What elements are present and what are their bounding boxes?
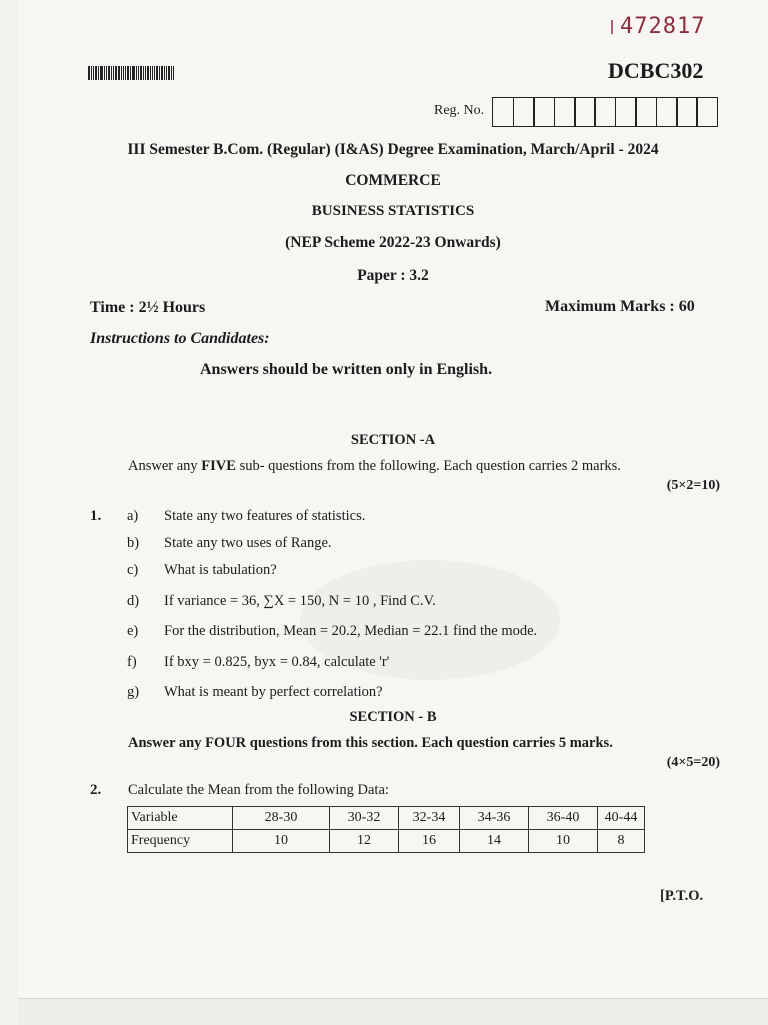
table-cell: 28-30	[233, 807, 330, 830]
barcode-bar	[130, 66, 131, 80]
reg-no-box	[615, 97, 637, 127]
reg-no-box	[492, 97, 514, 127]
table-cell: 10	[529, 830, 598, 853]
barcode-bar	[100, 66, 103, 80]
page-bottom-edge	[18, 998, 768, 1025]
barcode-bar	[136, 66, 137, 80]
table-cell: 16	[399, 830, 460, 853]
reg-no-box	[656, 97, 678, 127]
barcode-bar	[171, 66, 172, 80]
section-a-instruction-bold: FIVE	[201, 458, 236, 474]
barcode-bar	[115, 66, 117, 80]
please-turn-over: [P.T.O.	[660, 888, 704, 904]
table-cell: 36-40	[529, 807, 598, 830]
scheme-label: (NEP Scheme 2022-23 Onwards)	[285, 234, 501, 251]
paper-code: DCBC302	[608, 58, 704, 83]
reg-no-label: Reg. No.	[434, 103, 485, 118]
barcode-bar	[132, 66, 135, 80]
barcode-bar	[88, 66, 90, 80]
barcode-bar	[127, 66, 129, 80]
barcode-bar	[152, 66, 153, 80]
barcode-bar	[173, 66, 174, 80]
reg-no-box	[533, 97, 555, 127]
barcode-bar	[111, 66, 112, 80]
section-a-instruction	[128, 458, 621, 475]
exam-title: III Semester B.Com. (Regular) (I&AS) Degree Examination, March/April - 2024	[127, 141, 659, 158]
q1-item-label: d)	[127, 593, 140, 609]
q1-item-text: State any two uses of Range.	[164, 535, 332, 551]
question-2-number: 2.	[90, 782, 102, 798]
table-cell: 40-44	[598, 807, 645, 830]
paper-name: BUSINESS STATISTICS	[311, 203, 475, 219]
barcode-bar	[104, 66, 105, 80]
reg-no-box	[513, 97, 535, 127]
barcode-bar	[123, 66, 124, 80]
barcode-bar	[121, 66, 122, 80]
table-cell: 30-32	[330, 807, 399, 830]
table-cell: 12	[330, 830, 399, 853]
subject-title: COMMERCE	[345, 172, 441, 189]
barcode-bar	[164, 66, 165, 80]
q1-item-label: f)	[127, 654, 137, 670]
section-b-title: SECTION - B	[349, 709, 437, 725]
table-cell: 10	[233, 830, 330, 853]
q1-item-label: e)	[127, 623, 139, 639]
question-2-text: Calculate the Mean from the following Data:	[128, 782, 389, 798]
question-1-number: 1.	[90, 508, 102, 524]
maximum-marks: Maximum Marks : 60	[545, 298, 695, 315]
q1-item-label: b)	[127, 535, 140, 551]
section-a-instruction-pre: Answer any	[128, 458, 202, 474]
barcode-bar	[145, 66, 146, 80]
barcode-bar	[125, 66, 126, 80]
barcode-bar	[91, 66, 92, 80]
barcode-icon	[88, 66, 192, 80]
barcode-bar	[106, 66, 107, 80]
barcode-bar	[161, 66, 163, 80]
table-row	[128, 830, 645, 853]
time-allowed: Time : 2½ Hours	[90, 299, 206, 316]
q1-item-text: If variance = 36, ∑X = 150, N = 10 , Find C.V.	[164, 593, 436, 609]
barcode-bar	[95, 66, 97, 80]
serial-mark	[611, 20, 613, 34]
reg-no-box	[574, 97, 596, 127]
reg-no-box	[676, 97, 698, 127]
frequency-table	[127, 806, 645, 853]
q1-item-text: What is meant by perfect correlation?	[164, 684, 383, 700]
table-cell: 34-36	[460, 807, 529, 830]
reg-no-box	[635, 97, 657, 127]
q1-item-text: If bxy = 0.825, byx = 0.84, calculate 'r'	[164, 654, 390, 670]
section-b-marks: (4×5=20)	[666, 755, 720, 770]
paper-number: Paper : 3.2	[357, 267, 429, 284]
barcode-bar	[143, 66, 144, 80]
section-a-marks: (5×2=10)	[666, 478, 720, 493]
table-row-header: Frequency	[128, 830, 233, 853]
q1-item-text: State any two features of statistics.	[164, 508, 366, 524]
barcode-bar	[147, 66, 149, 80]
table-cell: 32-34	[399, 807, 460, 830]
instructions-heading: Instructions to Candidates:	[90, 330, 270, 347]
q1-item-label: c)	[127, 562, 139, 578]
section-a-title: SECTION -A	[350, 432, 436, 448]
reg-no-box	[696, 97, 718, 127]
barcode-bar	[154, 66, 155, 80]
table-cell: 14	[460, 830, 529, 853]
barcode-bar	[113, 66, 114, 80]
barcode-bar	[93, 66, 94, 80]
table-cell: 8	[598, 830, 645, 853]
table-row	[128, 807, 645, 830]
barcode-bar	[140, 66, 142, 80]
section-a-instruction-post: sub- questions from the following. Each question carries 2 marks.	[235, 458, 621, 474]
q1-item-text: For the distribution, Mean = 20.2, Median = 22.1 find the mode.	[164, 623, 538, 639]
reg-no-boxes	[494, 97, 718, 127]
barcode-bar	[150, 66, 151, 80]
barcode-bar	[108, 66, 110, 80]
barcode-bar	[156, 66, 158, 80]
barcode-bar	[118, 66, 120, 80]
reg-no-box	[554, 97, 576, 127]
q1-item-label: a)	[127, 508, 139, 524]
instructions-text: Answers should be written only in English.	[200, 361, 493, 378]
barcode-bar	[98, 66, 99, 80]
reg-no-box	[594, 97, 616, 127]
section-b-instruction: Answer any FOUR questions from this section. Each question carries 5 marks.	[128, 735, 613, 751]
q1-item-text: What is tabulation?	[164, 562, 277, 578]
barcode-bar	[159, 66, 160, 80]
barcode-bar	[138, 66, 139, 80]
table-row-header: Variable	[128, 807, 233, 830]
q1-item-label: g)	[127, 684, 140, 700]
barcode-bar	[168, 66, 170, 80]
barcode-bar	[166, 66, 167, 80]
serial-number: 472817	[620, 14, 706, 39]
